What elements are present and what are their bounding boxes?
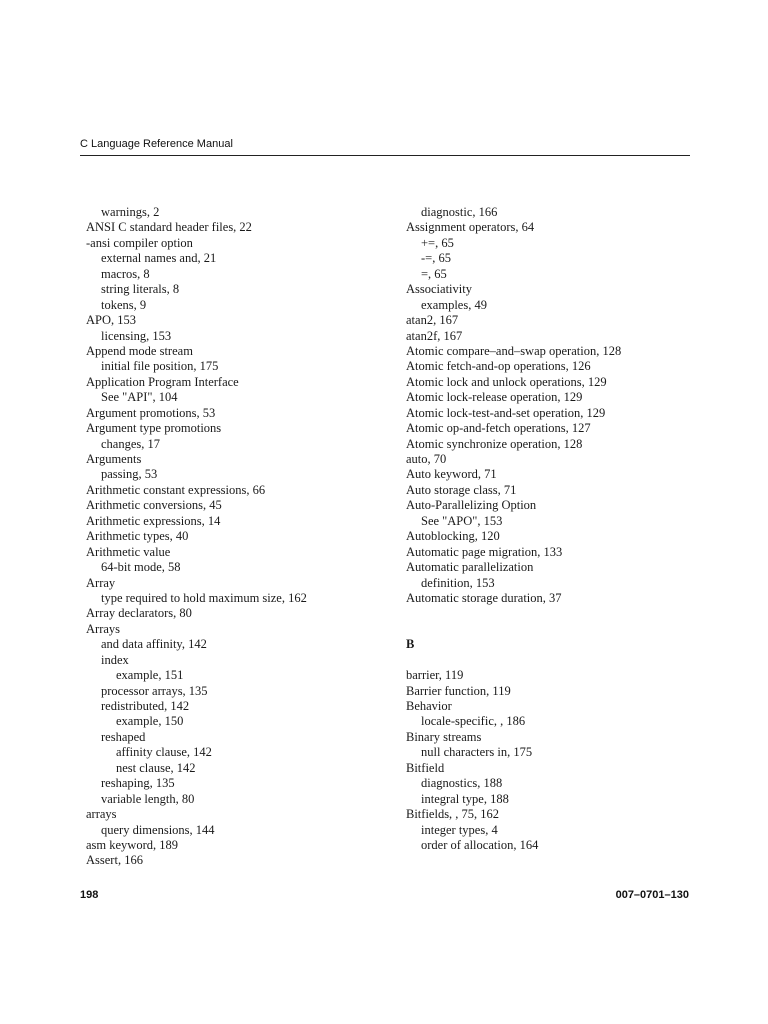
index-subentry: query dimensions, 144 [101, 822, 215, 837]
index-subentry: changes, 17 [101, 436, 161, 451]
index-entry: Arithmetic constant expressions, 66 [86, 482, 266, 497]
index-entry: asm keyword, 189 [86, 837, 178, 852]
section-spacer [406, 653, 726, 668]
index-entry: Argument promotions, 53 [86, 405, 216, 420]
index-subentry: order of allocation, 164 [421, 837, 539, 852]
index-entry: Autoblocking, 120 [406, 529, 500, 544]
index-subentry: passing, 53 [101, 467, 158, 482]
index-entry: Atomic op-and-fetch operations, 127 [406, 421, 591, 436]
document-number: 007–0701–130 [615, 889, 689, 901]
index-subentry: redistributed, 142 [101, 699, 190, 713]
index-entry: Behavior [406, 699, 452, 713]
index-entry: Arithmetic value [86, 544, 171, 559]
index-entry: Automatic page migration, 133 [406, 544, 563, 559]
index-subentry: locale-specific, , 186 [421, 714, 526, 729]
index-entry: Append mode stream [86, 343, 193, 358]
index-entry: Arithmetic conversions, 45 [86, 498, 222, 513]
index-entry: Auto storage class, 71 [406, 482, 517, 497]
index-subentry: integral type, 188 [421, 791, 509, 806]
index-entry: Barrier function, 119 [406, 683, 511, 698]
index-entry: Assignment operators, 64 [406, 220, 535, 235]
index-entry: Atomic synchronize operation, 128 [406, 436, 583, 451]
index-entry: Automatic storage duration, 37 [406, 590, 562, 605]
index-entry: Binary streams [406, 729, 482, 744]
index-subentry: and data affinity, 142 [101, 637, 207, 652]
index-entry: Bitfields, , 75, 162 [406, 807, 500, 822]
index-subentry: diagnostic, 166 [421, 205, 498, 219]
header-rule [80, 155, 690, 156]
section-spacer [406, 622, 726, 637]
index-subentry: affinity clause, 142 [116, 745, 212, 760]
page-number: 198 [80, 889, 99, 901]
index-entry: atan2, 167 [406, 313, 459, 328]
index-subentry: tokens, 9 [101, 297, 147, 312]
index-entry: Atomic lock and unlock operations, 129 [406, 374, 607, 389]
index-subentry: See "APO", 153 [421, 513, 503, 528]
index-subentry: null characters in, 175 [421, 745, 533, 760]
index-entry: Array [86, 575, 116, 590]
index-entry: Bitfield [406, 760, 445, 775]
running-header-title: C Language Reference Manual [80, 138, 233, 150]
index-subentry: -=, 65 [421, 251, 451, 266]
index-subentry: type required to hold maximum size, 162 [101, 590, 307, 605]
index-subentry: =, 65 [421, 266, 447, 281]
index-subentry: See "API", 104 [101, 390, 178, 405]
index-entry: arrays [86, 807, 117, 822]
index-entry: Automatic parallelization [406, 560, 534, 575]
index-subentry: 64-bit mode, 58 [101, 560, 181, 575]
index-subentry: example, 150 [116, 714, 184, 729]
index-column-right [406, 205, 726, 853]
index-subentry: warnings, 2 [101, 205, 160, 219]
index-subentry: index [101, 652, 129, 667]
index-subentry: macros, 8 [101, 266, 150, 281]
index-entry: Arguments [86, 452, 142, 466]
index-column-left [86, 205, 406, 869]
index-entry: auto, 70 [406, 452, 447, 466]
index-entry: Auto-Parallelizing Option [406, 498, 537, 513]
index-entry: Assert, 166 [86, 853, 143, 868]
section-letter-b: B [406, 637, 415, 652]
index-entry: Atomic lock-test-and-set operation, 129 [406, 405, 606, 420]
index-entry: Atomic compare–and–swap operation, 128 [406, 343, 622, 358]
index-entry: atan2f, 167 [406, 328, 463, 343]
index-entry: Arithmetic expressions, 14 [86, 513, 221, 528]
index-subentry: initial file position, 175 [101, 359, 219, 374]
index-subentry: string literals, 8 [101, 282, 180, 297]
index-entry: ANSI C standard header files, 22 [86, 220, 252, 235]
index-entry: Arithmetic types, 40 [86, 529, 189, 544]
index-entry: barrier, 119 [406, 668, 464, 683]
index-entry: Atomic fetch-and-op operations, 126 [406, 359, 591, 374]
index-group-a-continued [406, 205, 726, 606]
index-subentry: +=, 65 [421, 235, 454, 250]
index-subentry: processor arrays, 135 [101, 683, 208, 698]
index-entry: Atomic lock-release operation, 129 [406, 390, 583, 405]
index-group-b [406, 668, 726, 853]
index-entry: Argument type promotions [86, 421, 222, 436]
section-spacer [406, 606, 726, 621]
index-entry: Array declarators, 80 [86, 606, 192, 621]
index-subentry: reshaped [101, 729, 146, 744]
index-entry: APO, 153 [86, 313, 137, 328]
index-subentry: reshaping, 135 [101, 776, 175, 791]
index-entry: Arrays [86, 621, 121, 636]
index-entry: Auto keyword, 71 [406, 467, 497, 482]
index-entry: -ansi compiler option [86, 235, 193, 250]
index-entry: Application Program Interface [86, 374, 239, 389]
index-subentry: licensing, 153 [101, 328, 172, 343]
index-subentry: nest clause, 142 [116, 760, 196, 775]
index-subentry: definition, 153 [421, 575, 495, 590]
index-entry: Associativity [406, 282, 472, 297]
index-subentry: external names and, 21 [101, 251, 217, 266]
index-subentry: diagnostics, 188 [421, 776, 503, 791]
index-subentry: variable length, 80 [101, 791, 195, 806]
index-subentry: example, 151 [116, 668, 184, 683]
index-subentry: integer types, 4 [421, 822, 498, 837]
index-subentry: examples, 49 [421, 297, 487, 312]
